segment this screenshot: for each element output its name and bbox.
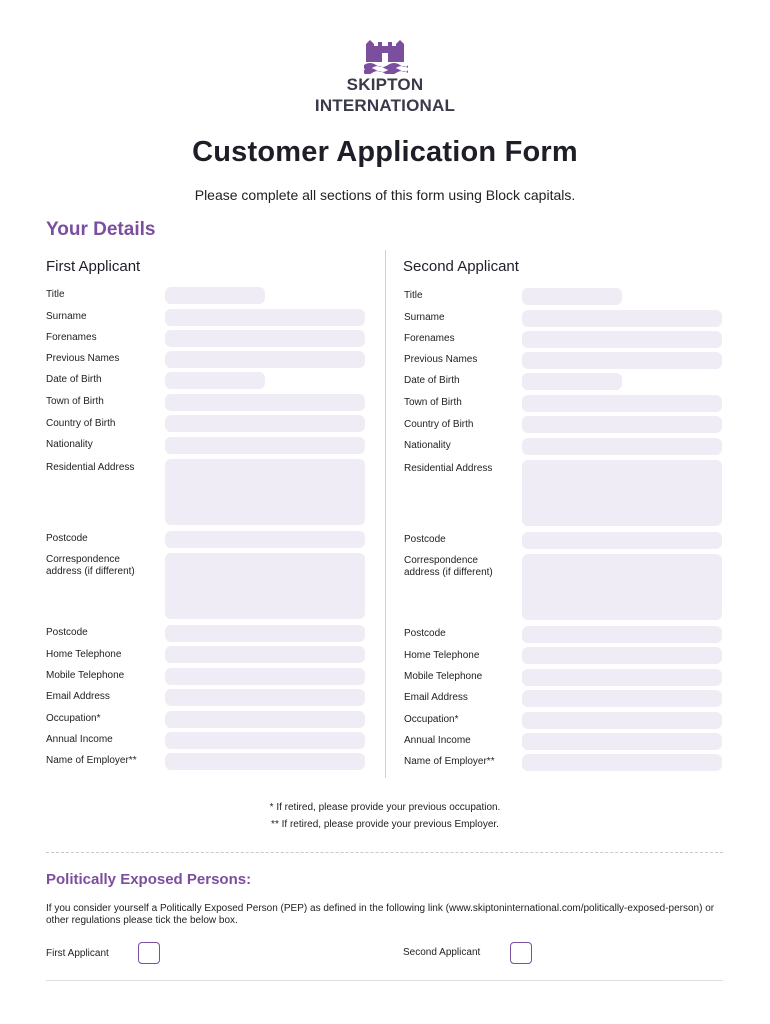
first-annual-income-field[interactable] (165, 732, 365, 749)
first-country-of-birth-field[interactable] (165, 415, 365, 432)
second-country-of-birth-field[interactable] (522, 416, 722, 433)
first-surname-field[interactable] (165, 309, 365, 326)
page-title: Customer Application Form (192, 136, 578, 168)
castle-icon (362, 40, 408, 74)
first-previous-names-field[interactable] (165, 351, 365, 368)
first-date-of-birth-field[interactable] (165, 372, 265, 389)
first-mobile-telephone-label: Mobile Telephone (46, 670, 125, 681)
second-surname-field[interactable] (522, 310, 722, 327)
first-postcode-label: Postcode (46, 627, 88, 638)
second-occupation-label: Occupation* (404, 714, 459, 725)
second-annual-income-field[interactable] (522, 733, 722, 750)
first-email-address-label: Email Address (46, 691, 110, 702)
second-surname-label: Surname (404, 312, 445, 323)
first-town-of-birth-field[interactable] (165, 394, 365, 411)
first-date-of-birth-label: Date of Birth (46, 374, 102, 385)
second-title-field[interactable] (522, 288, 622, 305)
second-nationality-field[interactable] (522, 438, 722, 455)
first-postcode-label: Postcode (46, 533, 88, 544)
logo-line1: SKIPTON (346, 75, 424, 94)
pep-second-applicant-checkbox[interactable] (510, 942, 532, 964)
first-forenames-label: Forenames (46, 332, 97, 343)
first-correspondence-address-if-different-field[interactable] (165, 553, 365, 619)
pep-first-applicant-label: First Applicant (46, 948, 109, 959)
first-occupation-label: Occupation* (46, 713, 101, 724)
first-residential-address-label: Residential Address (46, 462, 135, 473)
second-correspondence-address-if-different-field[interactable] (522, 554, 722, 620)
second-postcode-label: Postcode (404, 628, 446, 639)
pep-second-applicant-label: Second Applicant (403, 947, 481, 958)
second-postcode-label: Postcode (404, 534, 446, 545)
first-correspondence-address-if-different-label: Correspondence address (if different) (46, 554, 135, 577)
second-previous-names-label: Previous Names (404, 354, 478, 365)
second-residential-address-label: Residential Address (404, 463, 493, 474)
first-occupation-field[interactable] (165, 711, 365, 728)
pep-first-applicant-checkbox[interactable] (138, 942, 160, 964)
second-home-telephone-field[interactable] (522, 647, 722, 664)
your-details-heading: Your Details (46, 219, 156, 240)
second-forenames-field[interactable] (522, 331, 722, 348)
second-date-of-birth-field[interactable] (522, 373, 622, 390)
second-forenames-label: Forenames (404, 333, 455, 344)
second-email-address-label: Email Address (404, 692, 468, 703)
second-date-of-birth-label: Date of Birth (404, 375, 460, 386)
first-mobile-telephone-field[interactable] (165, 668, 365, 685)
logo-line2: INTERNATIONAL (314, 96, 456, 115)
first-previous-names-label: Previous Names (46, 353, 120, 364)
second-email-address-field[interactable] (522, 690, 722, 707)
column-divider (385, 250, 386, 778)
first-nationality-field[interactable] (165, 437, 365, 454)
second-postcode-field[interactable] (522, 626, 722, 643)
second-home-telephone-label: Home Telephone (404, 650, 480, 661)
second-previous-names-field[interactable] (522, 352, 722, 369)
first-town-of-birth-label: Town of Birth (46, 396, 104, 407)
first-postcode-field[interactable] (165, 625, 365, 642)
second-correspondence-address-if-different-label: Correspondence address (if different) (404, 555, 493, 578)
first-home-telephone-field[interactable] (165, 646, 365, 663)
second-postcode-field[interactable] (522, 532, 722, 549)
first-title-label: Title (46, 289, 65, 300)
second-nationality-label: Nationality (404, 440, 451, 451)
pep-heading: Politically Exposed Persons: (46, 871, 252, 888)
second-country-of-birth-label: Country of Birth (404, 419, 474, 430)
first-email-address-field[interactable] (165, 689, 365, 706)
first-name-of-employer-label: Name of Employer** (46, 755, 137, 766)
footer-divider (46, 980, 723, 981)
pep-description: If you consider yourself a Politically Exposed Person (PEP) as defined in the following link (www.skiptoninternational.com/politically-exposed-person) or other regulations please tick the below box. (46, 903, 715, 926)
second-title-label: Title (404, 290, 423, 301)
second-annual-income-label: Annual Income (404, 735, 471, 746)
first-home-telephone-label: Home Telephone (46, 649, 122, 660)
second-residential-address-field[interactable] (522, 460, 722, 526)
first-applicant-heading: First Applicant (46, 258, 141, 275)
first-residential-address-field[interactable] (165, 459, 365, 525)
first-name-of-employer-field[interactable] (165, 753, 365, 770)
second-applicant-heading: Second Applicant (403, 258, 519, 275)
note-occupation: * If retired, please provide your previous occupation. (269, 802, 501, 813)
first-surname-label: Surname (46, 311, 87, 322)
first-postcode-field[interactable] (165, 531, 365, 548)
first-title-field[interactable] (165, 287, 265, 304)
first-forenames-field[interactable] (165, 330, 365, 347)
page-subtitle: Please complete all sections of this form using Block capitals. (194, 187, 576, 203)
second-mobile-telephone-label: Mobile Telephone (404, 671, 483, 682)
second-town-of-birth-field[interactable] (522, 395, 722, 412)
second-name-of-employer-label: Name of Employer** (404, 756, 495, 767)
first-annual-income-label: Annual Income (46, 734, 113, 745)
second-town-of-birth-label: Town of Birth (404, 397, 462, 408)
second-mobile-telephone-field[interactable] (522, 669, 722, 686)
first-nationality-label: Nationality (46, 439, 93, 450)
first-country-of-birth-label: Country of Birth (46, 418, 116, 429)
note-employer: ** If retired, please provide your previous Employer. (271, 819, 499, 830)
second-name-of-employer-field[interactable] (522, 754, 722, 771)
logo (0, 40, 770, 116)
second-occupation-field[interactable] (522, 712, 722, 729)
section-divider (46, 852, 723, 853)
